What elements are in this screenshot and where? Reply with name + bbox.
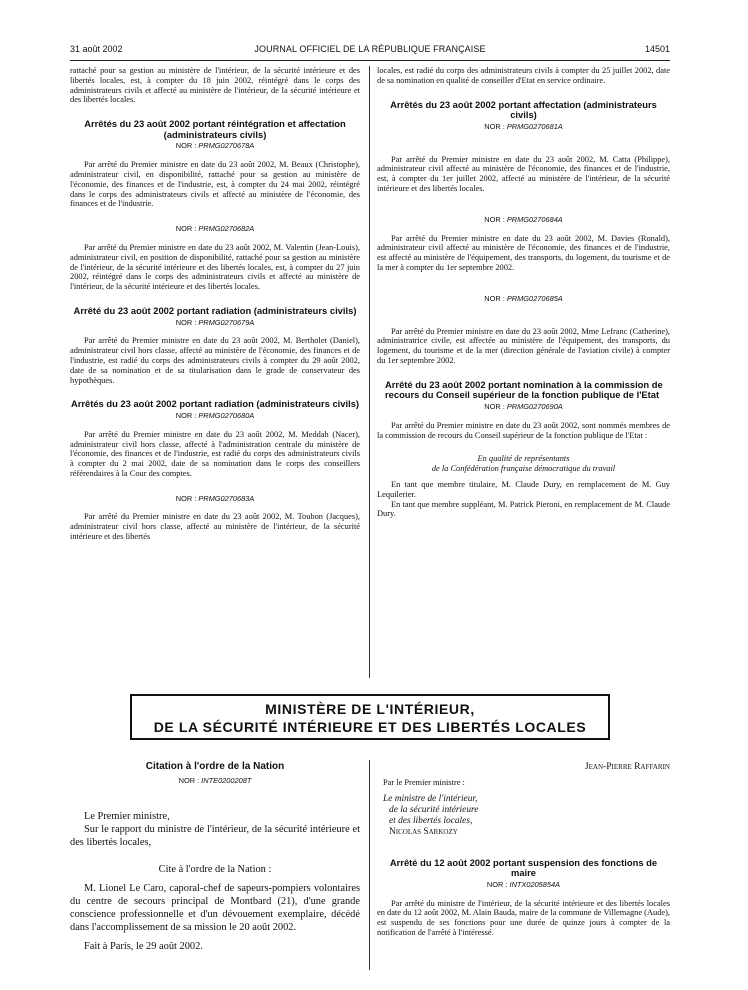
journal-title: JOURNAL OFFICIEL DE LA RÉPUBLIQUE FRANÇAISE bbox=[254, 44, 486, 54]
paragraph: Cite à l'ordre de la Nation : bbox=[158, 863, 272, 875]
column-divider-top bbox=[369, 66, 370, 678]
paragraph: Par arrêté du ministre de l'intérieur, de la sécurité intérieure et des libertés locales en date du 12 août 2002, M. Alain Bauda, maire de la commune de Villemagne (Aude), est suspendu de ses fonctions pour une durée de quinze jours à compter de la notification de l'arrêté à l'intéressé. bbox=[377, 898, 670, 937]
page-header bbox=[70, 44, 670, 60]
paragraph: Par arrêté du Premier ministre en date du 23 août 2002, M. Catta (Philippe), administrateur civil affecté au ministère de l'économie, des finances et de l'industrie, est, à compter du 1er juillet 2002, affecté au ministère de l'intérieur, de la sécurité intérieure et des libertés locales. bbox=[377, 154, 670, 193]
section-heading: Arrêté du 12 août 2002 portant suspension des fonctions de maire bbox=[389, 856, 658, 879]
column-divider-bottom bbox=[369, 760, 370, 970]
section-heading: Arrêtés du 23 août 2002 portant radiation (administrateurs civils) bbox=[70, 398, 360, 410]
paragraph: Par arrêté du Premier ministre en date du 23 août 2002, M. Bertholet (Daniel), administrateur civil hors classe, affecté au ministère de l'économie, des finances et de l'industrie, est radié du corps des administrateurs civils à compter du 29 août 2002, date de sa nomination et de sa titularisation dans le grade de conservateur des hypothèques. bbox=[70, 336, 360, 385]
nor-reference: NOR : PRMG0270684A bbox=[484, 214, 563, 224]
paragraph: M. Lionel Le Caro, caporal-chef de sapeurs-pompiers volontaires du centre de secours principal de Montbard (21), d'une grande conscience professionnelle et d'un dévouement exemplaire, décédé dans l'accomplissement de sa mission le 20 août 2002. bbox=[70, 882, 360, 933]
header-rule bbox=[70, 60, 670, 61]
nor-reference: NOR : INTE0200208T bbox=[178, 775, 252, 785]
paragraph: Par arrêté du Premier ministre en date du 23 août 2002, M. Valentin (Jean-Louis), administrateur civil, en position de disponibilité, rattaché pour sa gestion au ministère de l'intérieur, de la sécurité intérieure et des libertés locales, est, à compter du 27 juin 2002, réintégré dans le corps des administrateurs civils et affecté au ministère de l'intérieur, de la sécurité intérieure et des libertés locales. bbox=[70, 242, 360, 292]
nor-reference: NOR : PRMG0270683A bbox=[175, 493, 255, 503]
nor-reference: NOR : PRMG0270681A bbox=[484, 121, 563, 131]
issue-date: 31 août 2002 bbox=[70, 44, 123, 54]
column-left-bottom bbox=[70, 762, 360, 953]
paragraph: Par arrêté du Premier ministre en date du 23 août 2002, Mme Lefranc (Catherine), administratrice civile, est affectée au ministère de l'équipement, des transports, du logement, du tourisme et de la mer (direction générale de l'aviation civile) à compter du 1er septembre 2002. bbox=[377, 326, 670, 365]
nor-reference: NOR : PRMG0270690A bbox=[484, 401, 563, 411]
paragraph: Par arrêté du Premier ministre en date du 23 août 2002, M. Beaux (Christophe), administrateur civil, en disponibilité, rattaché pour sa gestion au ministère de l'économie, des finances et de l'industrie, est, à compter du 24 mai 2002, réintégré dans le corps des administrateurs civils et affecté au ministère de l'économie, des finances et de l'industrie. bbox=[70, 160, 360, 209]
qualification-line: En qualité de représentants bbox=[477, 454, 570, 464]
section-heading: Arrêtés du 23 août 2002 portant affectation (administrateurs civils) bbox=[390, 98, 657, 121]
signature-name: Jean-Pierre Raffarin bbox=[584, 761, 670, 772]
nor-reference: NOR : PRMG0270679A bbox=[175, 317, 255, 327]
banner-line: DE LA SÉCURITÉ INTÉRIEURE ET DES LIBERTÉS LOCALES bbox=[153, 719, 587, 735]
nor-reference: NOR : PRMG0270682A bbox=[175, 224, 255, 234]
continued-paragraph: locales, est radié du corps des administrateurs civils à compter du 25 juillet 2002, date de sa nomination en qualité de conseiller d'Etat en service ordinaire. bbox=[377, 66, 670, 85]
page-number: 14501 bbox=[644, 44, 670, 54]
signature-name: Nicolas Sarkozy bbox=[389, 826, 458, 837]
banner-line: MINISTÈRE DE L'INTÉRIEUR, bbox=[265, 701, 475, 717]
paragraph: En tant que membre titulaire, M. Claude Dury, en remplacement de M. Guy Lequilerier. bbox=[377, 479, 670, 499]
signature-line: de la sécurité intérieure bbox=[389, 804, 479, 815]
ministry-banner bbox=[130, 694, 610, 740]
nor-reference: NOR : PRMG0270685A bbox=[484, 293, 563, 303]
column-right-top bbox=[377, 66, 670, 519]
qualification-line: de la Confédération française démocratique du travail bbox=[431, 464, 616, 474]
section-heading: Citation à l'ordre de la Nation bbox=[145, 761, 285, 772]
continued-paragraph: rattaché pour sa gestion au ministère de l'intérieur, de la sécurité intérieure et des libertés locales, est, à compter du 18 juin 2002, réintégré dans le corps des administrateurs civils et affecté au ministère de l'intérieur, de la sécurité intérieure et des libertés locales. bbox=[70, 66, 360, 105]
section-heading: Arrêté du 23 août 2002 portant radiation (administrateurs civils) bbox=[73, 304, 357, 316]
signature-line: Par le Premier ministre : bbox=[383, 777, 465, 787]
column-left-top bbox=[70, 66, 360, 542]
signature-line: et des libertés locales, bbox=[389, 815, 473, 826]
paragraph: Par arrêté du Premier ministre en date du 23 août 2002, sont nommés membres de la commission de recours du Conseil supérieur de la fonction publique de l'Etat : bbox=[377, 420, 670, 440]
signature-line: Le ministre de l'intérieur, bbox=[383, 793, 478, 804]
nor-reference: NOR : INTX0205854A bbox=[486, 879, 561, 889]
paragraph: Le Premier ministre, bbox=[84, 810, 170, 822]
paragraph: Par arrêté du Premier ministre en date du 23 août 2002, M. Meddah (Nacer), administrateur civil hors classe, affecté à l'administration centrale du ministère de l'économie, des finances et de l'industrie, est radié du corps des administrateurs civils à compter du 2 mai 2002, date de sa nomination dans le corps des conseillers référendaires à la Cour des comptes. bbox=[70, 429, 360, 478]
section-heading: Arrêtés du 23 août 2002 portant réintégration et affectation (administrateurs civils) bbox=[84, 118, 346, 140]
paragraph: Par arrêté du Premier ministre en date du 23 août 2002, M. Davies (Ronald), administrateur civil affecté au ministère de l'économie, des finances et de l'industrie, est affecté au ministère de l'équipement, des transports, du logement, du tourisme et de la mer à compter du 1er septembre 2002. bbox=[377, 233, 670, 272]
column-right-bottom bbox=[377, 762, 670, 938]
nor-reference: NOR : PRMG0270678A bbox=[175, 141, 255, 151]
paragraph: Sur le rapport du ministre de l'intérieur, de la sécurité intérieure et des libertés locales, bbox=[70, 823, 360, 848]
paragraph: En tant que membre suppléant, M. Patrick Pieroni, en remplacement de M. Claude Dury. bbox=[377, 499, 670, 519]
paragraph: Fait à Paris, le 29 août 2002. bbox=[84, 940, 203, 952]
section-heading: Arrêté du 23 août 2002 portant nomination à la commission de recours du Conseil supérieur de la fonction publique de l'Etat bbox=[385, 378, 663, 401]
nor-reference: NOR : PRMG0270680A bbox=[175, 410, 255, 420]
paragraph: Par arrêté du Premier ministre en date du 23 août 2002, M. Toubon (Jacques), administrateur civil hors classe, affecté au ministère de l'intérieur, de la sécurité intérieure et des libertés bbox=[70, 512, 360, 542]
